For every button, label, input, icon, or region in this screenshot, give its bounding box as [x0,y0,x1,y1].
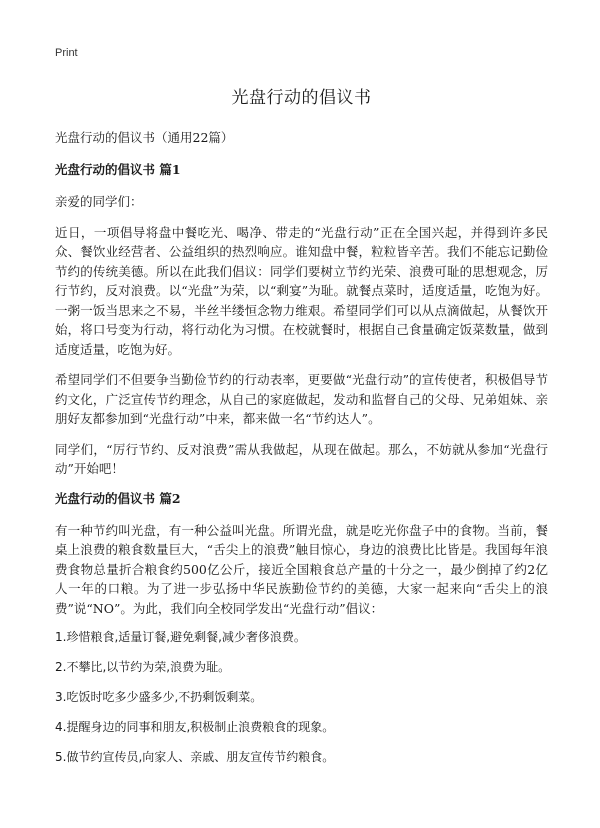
section-heading: 光盘行动的倡议书 篇2 [55,490,181,506]
list-item: 5.做节约宣传员,向家人、亲戚、朋友宣传节约粮食。 [55,750,335,764]
section-2 [55,490,548,767]
proposal-list [55,629,548,766]
section-heading: 光盘行动的倡议书 篇1 [55,162,181,177]
section-1 [55,161,548,479]
paragraph: 希望同学们不但要争当勤俭节约的行动表率，更要做“光盘行动”的宣传使者，积极倡导节约文化，广泛宣传节约理念，从自己的家庭做起，发动和监督自己的父母、兄弟姐妹、亲朋好友都参加到“光盘行动”中来，都来做一名“节约达人”。 [55,372,548,426]
greeting: 亲爱的同学们： [55,194,143,209]
paragraph: 同学们，“厉行节约、反对浪费”需从我做起，从现在做起。那么，不妨就从参加“光盘行动”开始吧！ [55,441,548,476]
list-item: 3.吃饭时吃多少盛多少,不扔剩饭剩菜。 [55,690,263,704]
print-label[interactable]: Print [55,47,78,59]
list-item: 1.珍惜粮食,适量订餐,避免剩餐,减少奢侈浪费。 [55,630,306,644]
list-item: 4.提醒身边的同事和朋友,积极制止浪费粮食的现象。 [55,720,335,734]
paragraph: 有一种节约叫光盘，有一种公益叫光盘。所谓光盘，就是吃光你盘子中的食物。当前，餐桌上浪费的粮食数量巨大，“舌尖上的浪费”触目惊心，身边的浪费比比皆是。我国每年浪费食物总量折合粮食约500亿公斤，接近全国粮食总产量的十分之一，最少倒掉了约2亿人一年的口粮。为了进一步弘扬中华民族勤俭节约的美德，大家一起来向“舌尖上的浪费”说“NO”。为此，我们向全校同学发出“光盘行动”倡议： [55,522,548,616]
page-title: 光盘行动的倡议书 [231,88,372,108]
document-subtitle: 光盘行动的倡议书（通用22篇） [55,130,234,145]
list-item: 2.不攀比,以节约为荣,浪费为耻。 [55,660,231,674]
paragraph: 近日，一项倡导将盘中餐吃光、喝净、带走的“光盘行动”正在全国兴起，并得到许多民众、餐饮业经营者、公益组织的热烈响应。谁知盘中餐，粒粒皆辛苦。我们不能忘记勤俭节约的传统美德。所以在此我们倡议：同学们要树立节约光荣、浪费可耻的思想观念，厉行节约，反对浪费。以“光盘”为荣，以“剩宴”为耻。就餐点菜时，适度适量，吃饱为好。一粥一饭当思来之不易，半丝半缕恒念物力维艰。希望同学们可以从点滴做起，从餐饮开始，将口号变为行动，将行动化为习惯。在校就餐时，根据自己食量确定饭菜数量，做到适度适量，吃饱为好。 [55,224,548,357]
